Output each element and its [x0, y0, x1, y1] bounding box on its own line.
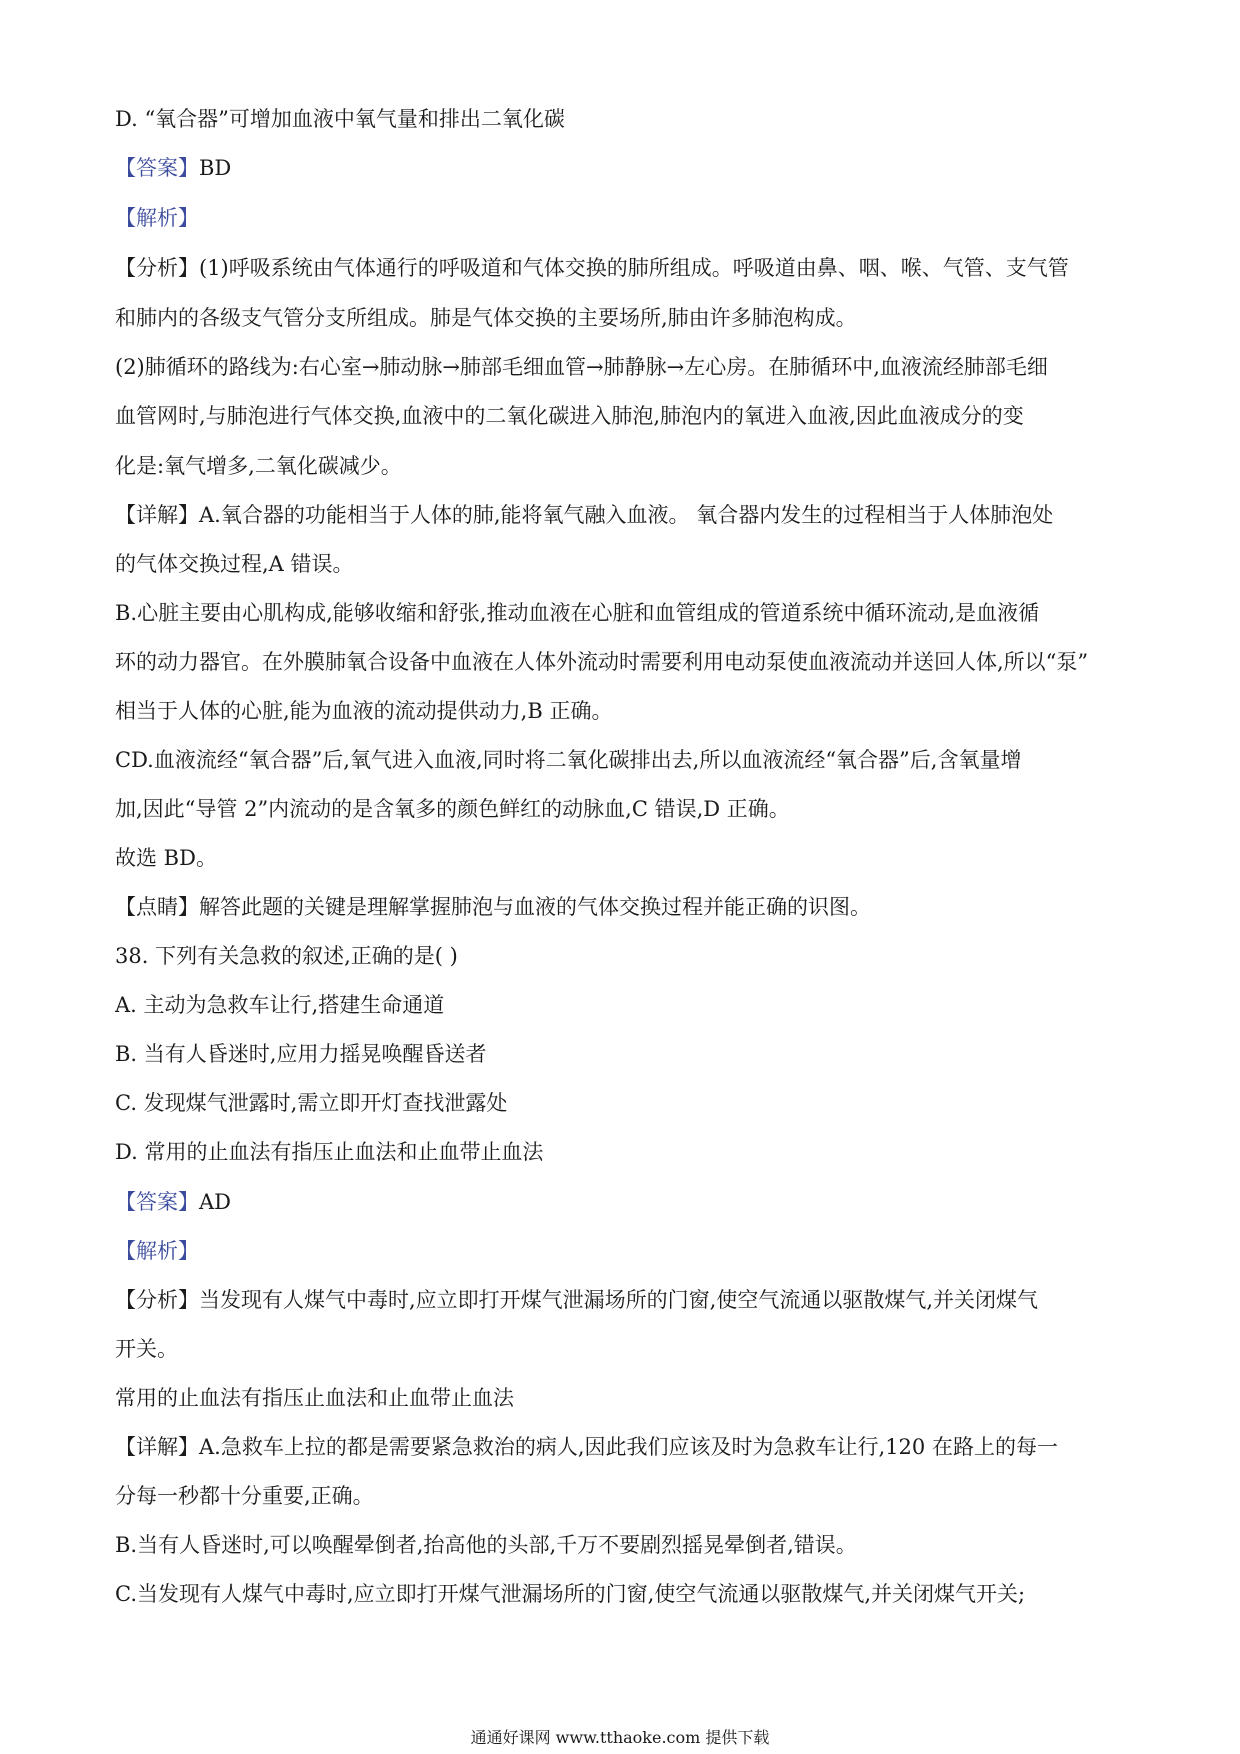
- answer-line: [115, 153, 1135, 183]
- fenxi-line-4: 血管网时,与肺泡进行气体交换,血液中的二氧化碳进入肺泡,肺泡内的氧进入血液,因此血液成分的变: [115, 404, 1024, 428]
- q38-b-line: B.当有人昏迷时,可以唤醒晕倒者,抬高他的头部,千万不要剧烈摇晃晕倒者,错误。: [115, 1533, 857, 1557]
- xiangjie-tag: 【详解】: [115, 503, 199, 527]
- xiangjie-line-1: [115, 500, 1135, 530]
- q38-fenxi-line-3: 常用的止血法有指压止血法和止血带止血法: [115, 1386, 514, 1410]
- q38-answer-value: AD: [199, 1190, 232, 1214]
- q38-fenxi-line-1: [115, 1285, 1135, 1315]
- b-line-2: 环的动力器官。在外膜肺氧合设备中血液在人体外流动时需要利用电动泵使血液流动并送回人体,所以“泵”: [115, 650, 1089, 674]
- fenxi-tag: 【分析】: [115, 256, 199, 280]
- answer-tag: 【答案】: [115, 156, 199, 180]
- q38-analysis-tag: 【解析】: [115, 1239, 199, 1263]
- cd-line-2: 加,因此“导管 2”内流动的是含氧多的颜色鲜红的动脉血,C 错误,D 正确。: [115, 797, 790, 821]
- q38-xiangjie-text-1: A.急救车上拉的都是需要紧急救治的病人,因此我们应该及时为急救车让行,120 在路上的每一: [199, 1435, 1058, 1459]
- q38-c-line: C.当发现有人煤气中毒时,应立即打开煤气泄漏场所的门窗,使空气流通以驱散煤气,并关闭煤气开关;: [115, 1582, 1026, 1606]
- q38-xiangjie-tag: 【详解】: [115, 1435, 199, 1459]
- option-d-line: D. “氧合器”可增加血液中氧气量和排出二氧化碳: [115, 107, 565, 131]
- q38-fenxi-line-2: 开关。: [115, 1337, 178, 1361]
- q38-xiangjie-line-1: [115, 1432, 1135, 1462]
- q38-xiangjie-line-2: 分每一秒都十分重要,正确。: [115, 1484, 374, 1508]
- fenxi-line-5: 化是:氧气增多,二氧化碳减少。: [115, 454, 402, 478]
- q38-option-d: D. 常用的止血法有指压止血法和止血带止血法: [115, 1140, 544, 1164]
- cd-line-1: CD.血液流经“氧合器”后,氧气进入血液,同时将二氧化碳排出去,所以血液流经“氧合器”后,含氧量增: [115, 748, 1022, 772]
- choose-line: 故选 BD。: [115, 846, 217, 870]
- b-line-1: B.心脏主要由心肌构成,能够收缩和舒张,推动血液在心脏和血管组成的管道系统中循环流动,是血液循: [115, 601, 1040, 625]
- xiangjie-text-1: A.氧合器的功能相当于人体的肺,能将氧气融入血液。 氧合器内发生的过程相当于人体肺泡处: [199, 503, 1054, 527]
- xiangjie-line-2: 的气体交换过程,A 错误。: [115, 552, 354, 576]
- q38-answer-tag: 【答案】: [115, 1190, 199, 1214]
- q38-option-b: B. 当有人昏迷时,应用力摇晃唤醒昏送者: [115, 1042, 487, 1066]
- dianjing-text: 解答此题的关键是理解掌握肺泡与血液的气体交换过程并能正确的识图。: [199, 895, 871, 919]
- footer-text: 通通好课网 www.tthaoke.com 提供下载: [470, 1728, 770, 1747]
- q38-fenxi-text-1: 当发现有人煤气中毒时,应立即打开煤气泄漏场所的门窗,使空气流通以驱散煤气,并关闭煤气: [199, 1288, 1039, 1312]
- dianjing-tag: 【点睛】: [115, 895, 199, 919]
- fenxi-line-1: [115, 253, 1135, 283]
- analysis-tag: 【解析】: [115, 206, 199, 230]
- q38-answer-line: [115, 1187, 1135, 1217]
- q38-option-a: A. 主动为急救车让行,搭建生命通道: [115, 993, 445, 1017]
- fenxi-line-3: (2)肺循环的路线为:右心室→肺动脉→肺部毛细血管→肺静脉→左心房。在肺循环中,血液流经肺部毛细: [115, 355, 1048, 379]
- b-line-3: 相当于人体的心脏,能为血液的流动提供动力,B 正确。: [115, 699, 613, 723]
- fenxi-line-2: 和肺内的各级支气管分支所组成。肺是气体交换的主要场所,肺由许多肺泡构成。: [115, 306, 857, 330]
- fenxi-text-1: (1)呼吸系统由气体通行的呼吸道和气体交换的肺所组成。呼吸道由鼻、咽、喉、气管、支气管: [199, 256, 1069, 280]
- q38-option-c: C. 发现煤气泄露时,需立即开灯查找泄露处: [115, 1091, 508, 1115]
- answer-value: BD: [199, 156, 232, 180]
- dianjing-line: [115, 892, 1135, 922]
- q38-fenxi-tag: 【分析】: [115, 1288, 199, 1312]
- question-38-stem: 38. 下列有关急救的叙述,正确的是( ): [115, 944, 458, 968]
